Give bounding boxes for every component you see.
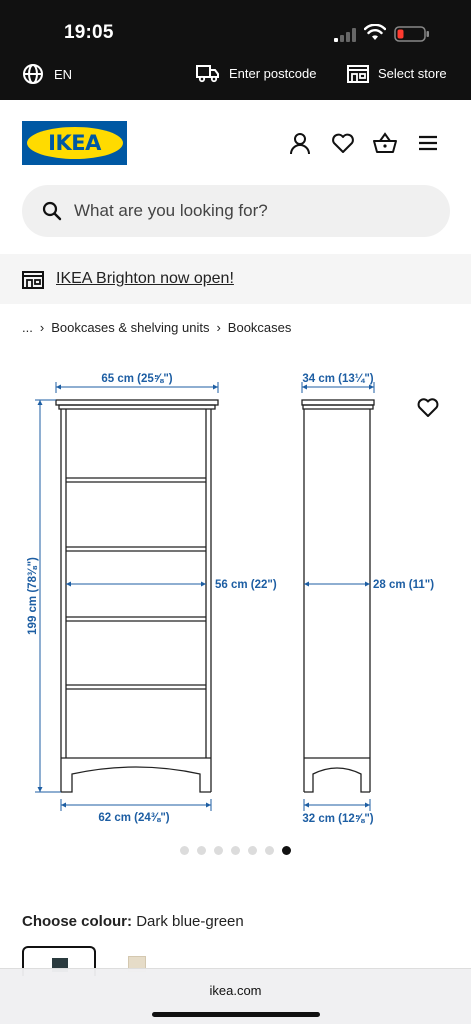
front-top-width-label: 65 cm (25⅝")	[101, 373, 173, 385]
browser-url-bar[interactable]	[0, 968, 471, 1024]
browser-url: ikea.com	[209, 983, 262, 998]
enter-postcode-button[interactable]	[196, 63, 316, 83]
store-icon	[22, 269, 44, 289]
breadcrumb-item-bookcases[interactable]: Bookcases	[227, 320, 292, 335]
breadcrumb	[22, 320, 291, 335]
side-inner-depth-label: 28 cm (11")	[373, 579, 435, 591]
front-bottom-width-label: 62 cm (24⅜")	[98, 812, 170, 824]
delivery-truck-icon	[196, 63, 220, 83]
status-bar	[0, 0, 471, 58]
choose-colour-label: Choose colour:	[22, 913, 133, 930]
home-indicator	[152, 1012, 320, 1017]
product-dimension-image[interactable]	[0, 360, 471, 840]
dimension-lines	[35, 382, 374, 811]
ikea-logo[interactable]: IKEA	[22, 121, 127, 165]
selected-colour-value: Dark blue-green	[136, 913, 244, 930]
gallery-dot[interactable]	[265, 846, 274, 855]
search-icon	[42, 201, 62, 221]
wifi-icon	[364, 24, 386, 42]
language-selector[interactable]	[22, 63, 72, 85]
favourites-icon[interactable]	[330, 130, 356, 156]
shopping-basket-icon[interactable]	[372, 130, 398, 156]
side-top-depth-label: 34 cm (13¼")	[302, 373, 374, 385]
banner-link[interactable]: IKEA Brighton now open!	[56, 270, 234, 287]
postcode-label: Enter postcode	[229, 65, 317, 81]
front-inner-width-label: 56 cm (22")	[215, 579, 277, 591]
cellular-signal-icon	[334, 28, 358, 42]
search-input[interactable]	[22, 185, 450, 237]
gallery-dot[interactable]	[180, 846, 189, 855]
breadcrumb-item-bookcases-shelving[interactable]: Bookcases & shelving units	[51, 320, 210, 335]
language-label: EN	[54, 66, 73, 82]
add-to-favourites-icon[interactable]	[416, 396, 440, 418]
gallery-dot[interactable]	[231, 846, 240, 855]
store-label: Select store	[378, 65, 447, 81]
chevron-right-icon: ›	[216, 320, 221, 335]
bookcase-side-drawing	[302, 400, 374, 792]
gallery-dot[interactable]	[282, 846, 291, 855]
gallery-dot[interactable]	[197, 846, 206, 855]
utility-bar	[0, 58, 471, 100]
colour-chooser-label	[22, 913, 244, 930]
gallery-dot[interactable]	[248, 846, 257, 855]
front-height-label: 199 cm (78⅜")	[27, 557, 39, 635]
chevron-right-icon: ›	[39, 320, 45, 335]
breadcrumb-ellipsis[interactable]: ...	[22, 320, 33, 335]
site-header	[0, 100, 471, 250]
store-icon	[347, 63, 369, 83]
select-store-button[interactable]	[347, 63, 447, 83]
battery-low-icon	[394, 26, 430, 42]
gallery-pagination	[0, 846, 471, 855]
globe-icon	[22, 63, 44, 85]
bookcase-front-drawing	[56, 400, 218, 792]
status-time: 19:05	[64, 22, 114, 43]
user-icon[interactable]	[287, 130, 313, 156]
side-bottom-depth-label: 32 cm (12⅝")	[302, 813, 374, 825]
gallery-dot[interactable]	[214, 846, 223, 855]
search-placeholder: What are you looking for?	[74, 201, 268, 220]
menu-icon[interactable]	[416, 130, 442, 156]
store-open-banner[interactable]	[0, 254, 471, 304]
